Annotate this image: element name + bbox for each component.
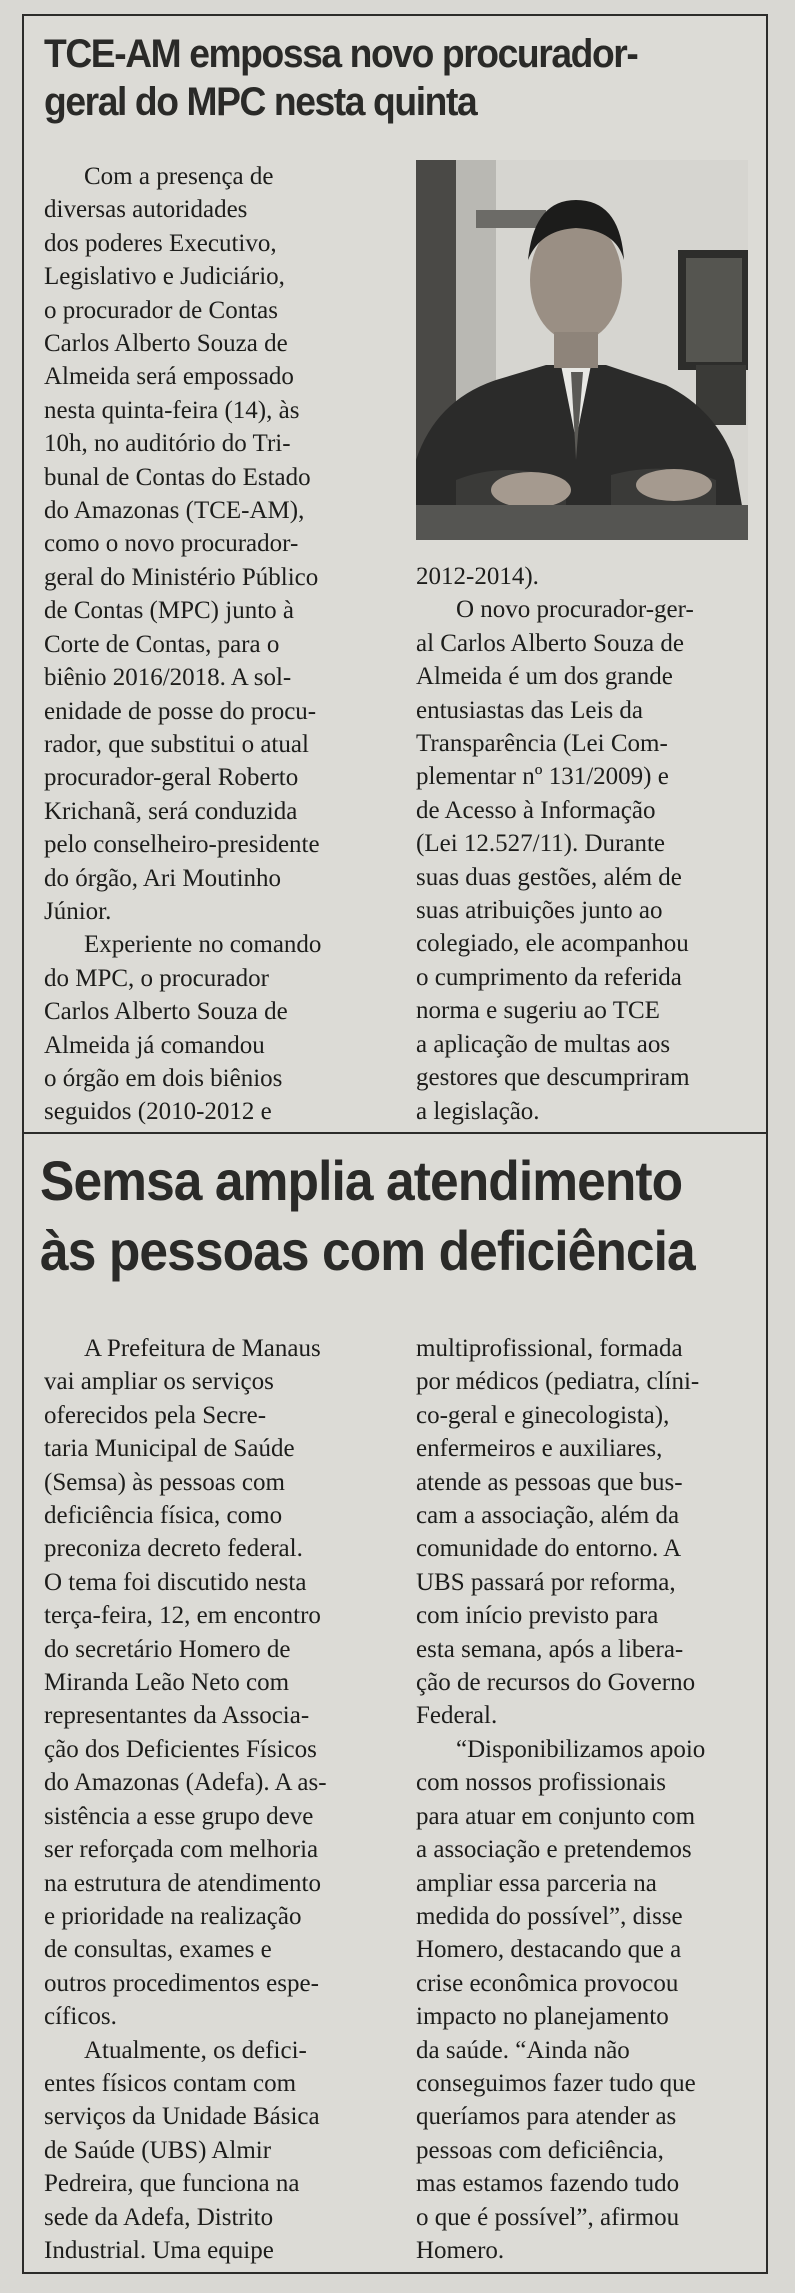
text-line: comunidade do entorno. A xyxy=(416,1535,682,1563)
text-line: do Amazonas (Adefa). A as- xyxy=(44,1769,327,1797)
article-semsa xyxy=(24,1132,766,2278)
text-line: Carlos Alberto Souza de xyxy=(44,998,288,1026)
text-line: taria Municipal de Saúde xyxy=(44,1435,295,1463)
text-line: deficiência física, como xyxy=(44,1502,283,1530)
text-line: plementar nº 131/2009) e xyxy=(416,763,669,791)
text-line: Almeida será empossado xyxy=(44,363,294,391)
text-line: norma e sugeriu ao TCE xyxy=(416,997,660,1025)
text-line: colegiado, ele acompanhou xyxy=(416,930,689,958)
text-line: do MPC, o procurador xyxy=(44,964,269,992)
text-line: enidade de posse do procu- xyxy=(44,697,317,725)
text-line: Atualmente, os defici- xyxy=(84,2036,307,2064)
text-line: o cumprimento da referida xyxy=(416,963,682,991)
text-line: biênio 2016/2018. A sol- xyxy=(44,664,292,692)
text-line: do secretário Homero de xyxy=(44,1635,291,1663)
headline-line: às pessoas com deficiência xyxy=(40,1219,695,1282)
text-line: Almeida já comandou xyxy=(44,1031,265,1059)
text-line: Júnior. xyxy=(44,897,112,925)
headline-line: TCE-AM empossa novo procurador- xyxy=(44,32,638,76)
text-line: O tema foi discutido nesta xyxy=(44,1568,307,1596)
text-line: ser reforçada com melhoria xyxy=(44,1836,319,1864)
text-line: 2012-2014). xyxy=(416,563,539,590)
text-line: nesta quinta-feira (14), às xyxy=(44,396,300,424)
text-line: (Semsa) às pessoas com xyxy=(44,1468,285,1496)
text-line: serviços da Unidade Básica xyxy=(44,2103,320,2131)
text-line: ção de recursos do Governo xyxy=(416,1669,696,1697)
text-line: Homero. xyxy=(416,2236,505,2264)
text-line: bunal de Contas do Estado xyxy=(44,463,311,491)
text-line: vai ampliar os serviços xyxy=(44,1368,274,1396)
text-line: preconiza decreto federal. xyxy=(44,1535,303,1563)
text-line: de Saúde (UBS) Almir xyxy=(44,2136,272,2164)
text-line: A Prefeitura de Manaus xyxy=(84,1335,321,1362)
text-line: “Disponibilizamos apoio xyxy=(456,1735,706,1763)
text-line: ção dos Deficientes Físicos xyxy=(44,1735,317,1763)
text-line: crise econômica provocou xyxy=(416,1969,679,1997)
text-line: Krichanã, será conduzida xyxy=(44,797,298,825)
text-line: mas estamos fazendo tudo xyxy=(416,2170,680,2198)
text-line: como o novo procurador- xyxy=(44,530,299,558)
text-line: do Amazonas (TCE-AM), xyxy=(44,497,305,525)
text-line: queríamos para atender as xyxy=(416,2103,677,2131)
text-line: terça-feira, 12, em encontro xyxy=(44,1602,321,1630)
text-line: de Contas (MPC) junto à xyxy=(44,597,294,625)
text-line: entusiastas das Leis da xyxy=(416,696,644,724)
text-line: Industrial. Uma equipe xyxy=(44,2236,274,2264)
text-line: co-geral e ginecologista), xyxy=(416,1401,670,1429)
text-line: multiprofissional, formada xyxy=(416,1335,683,1362)
text-line: Carlos Alberto Souza de xyxy=(44,330,288,358)
text-line: suas duas gestões, além de xyxy=(416,863,682,891)
text-line: a legislação. xyxy=(416,1097,540,1125)
text-line: (Lei 12.527/11). Durante xyxy=(416,830,665,858)
text-line: cam a associação, além da xyxy=(416,1502,680,1530)
text-line: para atuar em conjunto com xyxy=(416,1802,696,1830)
text-line: com início previsto para xyxy=(416,1602,659,1630)
text-line: enfermeiros e auxiliares, xyxy=(416,1435,663,1463)
text-line: o procurador de Contas xyxy=(44,296,278,324)
text-line: da saúde. “Ainda não xyxy=(416,2036,630,2064)
article1-column-2 xyxy=(416,560,694,1128)
text-line: Homero, destacando que a xyxy=(416,1936,682,1964)
text-line: a associação e pretendemos xyxy=(416,1836,692,1864)
text-line: impacto no planejamento xyxy=(416,2003,669,2031)
text-line: suas atribuições junto ao xyxy=(416,897,663,925)
headline-tce-am xyxy=(44,30,706,126)
text-line: Com a presença de xyxy=(84,163,274,190)
text-line: de Acesso à Informação xyxy=(416,796,656,824)
portrait-photo-image xyxy=(416,160,748,540)
text-line: Pedreira, que funciona na xyxy=(44,2170,300,2198)
text-line: medida do possível”, disse xyxy=(416,1902,683,1930)
text-line: de consultas, exames e xyxy=(44,1936,272,1964)
portrait-photo xyxy=(416,160,748,540)
text-line: do órgão, Ari Moutinho xyxy=(44,864,282,892)
text-line: rador, que substitui o atual xyxy=(44,730,309,758)
text-line: esta semana, após a libera- xyxy=(416,1635,684,1663)
article-tce-am xyxy=(24,16,766,1132)
text-line: com nossos profissionais xyxy=(416,1769,666,1797)
text-line: geral do Ministério Público xyxy=(44,563,319,591)
text-line: diversas autoridades xyxy=(44,196,248,224)
text-line: ampliar essa parceria na xyxy=(416,1869,657,1897)
article2-column-1 xyxy=(44,1332,327,2267)
text-line: 10h, no auditório do Tri- xyxy=(44,430,291,458)
text-line: Corte de Contas, para o xyxy=(44,630,280,658)
text-line: pessoas com deficiência, xyxy=(416,2136,664,2164)
newspaper-clipping xyxy=(22,14,768,2274)
text-line: procurador-geral Roberto xyxy=(44,764,299,792)
text-line: Legislativo e Judiciário, xyxy=(44,263,285,291)
headline-line: geral do MPC nesta quinta xyxy=(44,80,477,124)
headline-semsa xyxy=(40,1146,695,1286)
text-line: sede da Adefa, Distrito xyxy=(44,2203,274,2231)
text-line: Almeida é um dos grande xyxy=(416,663,673,691)
text-line: cíficos. xyxy=(44,2003,117,2031)
text-line: Transparência (Lei Com- xyxy=(416,730,668,758)
text-line: oferecidos pela Secre- xyxy=(44,1401,267,1429)
text-line: o que é possível”, afirmou xyxy=(416,2203,680,2231)
text-line: O novo procurador-ger- xyxy=(456,596,694,624)
headline-line: Semsa amplia atendimento xyxy=(40,1149,683,1212)
text-line: por médicos (pediatra, clíni- xyxy=(416,1368,700,1396)
text-line: Experiente no comando xyxy=(84,931,322,959)
article2-column-2 xyxy=(416,1332,705,2267)
text-line: dos poderes Executivo, xyxy=(44,229,277,257)
text-line: e prioridade na realização xyxy=(44,1902,302,1930)
text-line: al Carlos Alberto Souza de xyxy=(416,629,684,657)
text-line: Miranda Leão Neto com xyxy=(44,1669,290,1697)
text-line: conseguimos fazer tudo que xyxy=(416,2069,696,2097)
text-line: gestores que descumpriram xyxy=(416,1064,690,1092)
article1-column-1 xyxy=(44,160,321,1129)
text-line: pelo conselheiro-presidente xyxy=(44,831,320,859)
text-line: sistência a esse grupo deve xyxy=(44,1802,314,1830)
text-line: Federal. xyxy=(416,1702,498,1730)
text-line: o órgão em dois biênios xyxy=(44,1064,283,1092)
text-line: representantes da Associa- xyxy=(44,1702,310,1730)
text-line: atende as pessoas que bus- xyxy=(416,1468,683,1496)
text-line: entes físicos contam com xyxy=(44,2069,297,2097)
text-line: seguidos (2010-2012 e xyxy=(44,1098,272,1126)
text-line: a aplicação de multas aos xyxy=(416,1030,671,1058)
text-line: outros procedimentos espe- xyxy=(44,1969,319,1997)
text-line: na estrutura de atendimento xyxy=(44,1869,321,1897)
text-line: UBS passará por reforma, xyxy=(416,1568,676,1596)
